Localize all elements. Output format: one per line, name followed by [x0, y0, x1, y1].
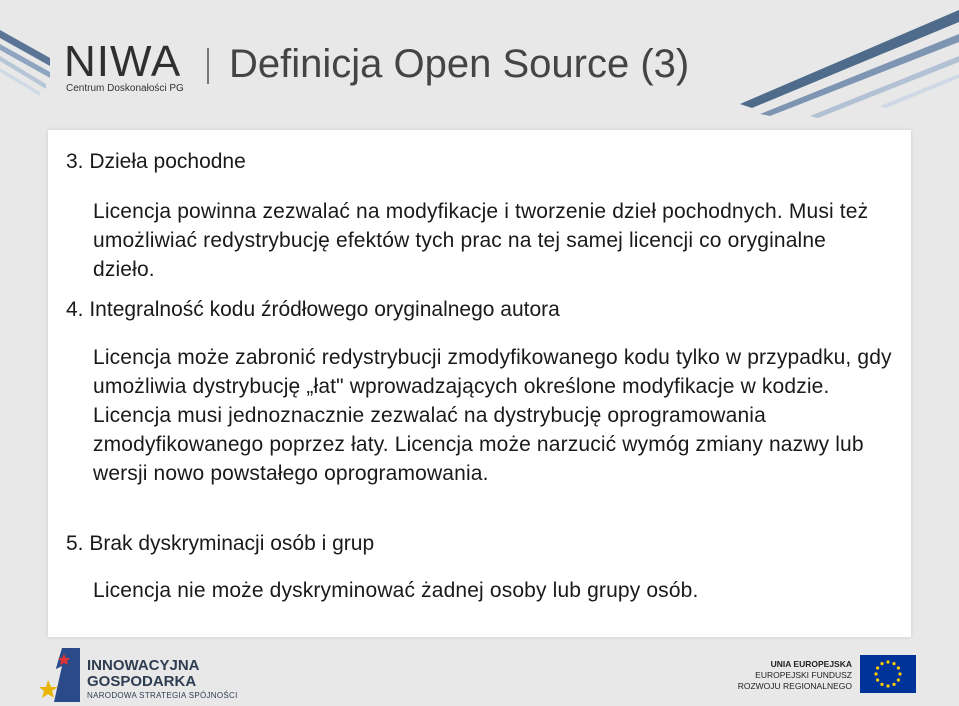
section-4-heading: 4. Integralność kodu źródłowego oryginalnego autora: [66, 298, 560, 321]
eu-text: [738, 659, 852, 692]
niwa-logo: [64, 38, 194, 100]
stripes-left-decoration: [0, 0, 60, 110]
eu-star-icon: [898, 672, 901, 675]
eu-star-icon: [874, 672, 877, 675]
ig-line-2: GOSPODARKA: [87, 673, 197, 690]
logo-subtitle: Centrum Doskonałości PG: [66, 83, 184, 94]
eu-line-2: EUROPEJSKI FUNDUSZ: [755, 670, 852, 680]
section-heading-3: [66, 150, 896, 174]
eu-logo: [737, 655, 916, 695]
eu-star-icon: [876, 666, 879, 669]
logo-wordmark: NIWA: [64, 37, 182, 86]
section-3-heading: 3. Dzieła pochodne: [66, 150, 246, 173]
eu-star-icon: [876, 678, 879, 681]
eu-star-icon: [897, 666, 900, 669]
section-5-heading: 5. Brak dyskryminacji osób i grup: [66, 532, 375, 555]
eu-star-icon: [897, 678, 900, 681]
section-3-body: Licencja powinna zezwalać na modyfikacje i tworzenie dzieł pochodnych. Musi też umożliwiać redystrybucję efektów tych prac na tej samej licencji co oryginalne dzieło.: [93, 200, 869, 281]
ig-line-1: INNOWACYJNA: [87, 657, 200, 674]
eu-line-1: UNIA EUROPEJSKA: [770, 659, 852, 669]
ig-subtitle: NARODOWA STRATEGIA SPÓJNOŚCI: [87, 691, 238, 700]
title-divider: [207, 48, 209, 84]
eu-star-icon: [886, 684, 889, 687]
slide-title: Definicja Open Source (3): [229, 42, 690, 86]
section-5-body: Licencja nie może dyskryminować żadnej osoby lub grupy osób.: [93, 579, 699, 602]
section-heading-4: [66, 298, 896, 322]
ig-emblem-icon: [40, 646, 82, 704]
section-4-body: Licencja może zabronić redystrybucji zmodyfikowanego kodu tylko w przypadku, gdy umożliwia dystrybucję „łat" wprowadzających określone modyfikacje w kodzie. Licencja musi jednoznacznie zezwalać na dystrybucję oprogramowania zmodyfikowanego poprzez łaty. Licencja może narzucić wymóg zmiany nazwy lub wersji nowo powstałego oprogramowania.: [93, 346, 892, 485]
eu-star-icon: [886, 660, 889, 663]
section-heading-5: [66, 532, 896, 556]
eu-star-icon: [892, 683, 895, 686]
eu-star-icon: [892, 662, 895, 665]
eu-star-icon: [880, 662, 883, 665]
eu-flag-icon: [860, 655, 916, 693]
eu-line-3: ROZWOJU REGIONALNEGO: [737, 681, 852, 691]
eu-star-icon: [880, 683, 883, 686]
ig-title: [87, 658, 200, 690]
stripes-right-decoration: [700, 0, 959, 120]
innowacyjna-gospodarka-logo: [40, 646, 240, 704]
